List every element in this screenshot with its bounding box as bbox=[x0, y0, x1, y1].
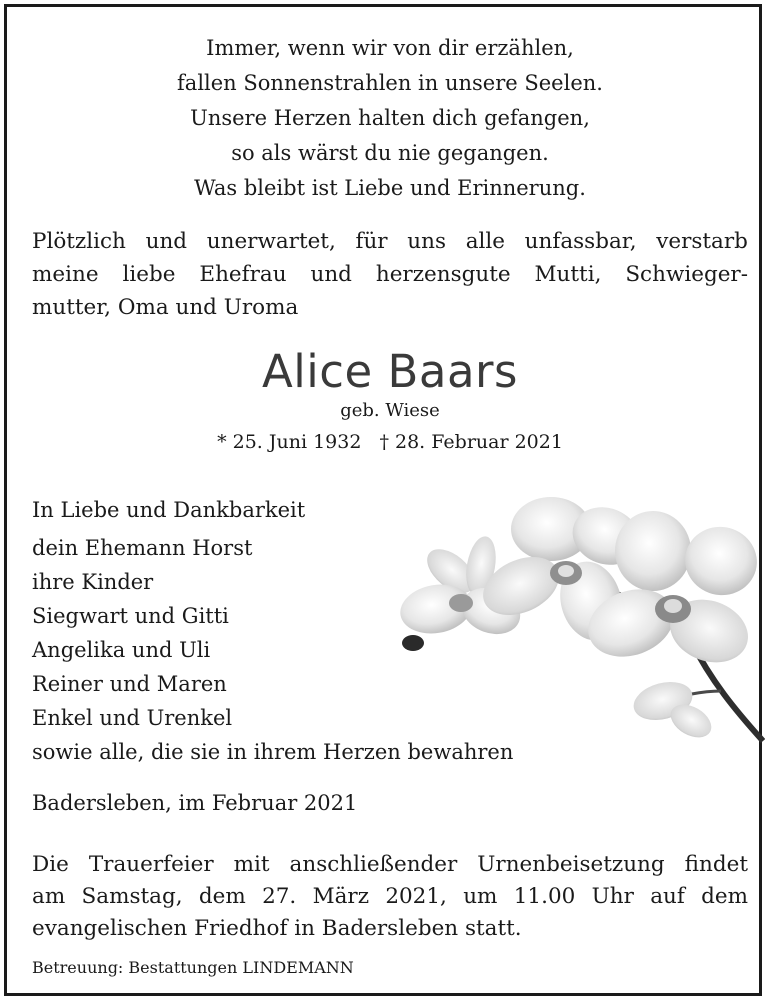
place-date: Badersleben, im Februar 2021 bbox=[32, 791, 358, 815]
word: uns bbox=[407, 229, 446, 254]
intro-line-1 bbox=[32, 225, 748, 258]
poem-line: Was bleibt ist Liebe und Erinnerung. bbox=[194, 176, 586, 200]
word: März bbox=[312, 884, 370, 909]
family-member: Reiner und Maren bbox=[32, 672, 227, 696]
poem-line: Unsere Herzen halten dich gefangen, bbox=[190, 106, 590, 130]
word: 27. bbox=[262, 884, 297, 909]
word: Uhr bbox=[591, 884, 634, 909]
word: Samstag, bbox=[81, 884, 183, 909]
word: und bbox=[145, 229, 188, 254]
word: mit bbox=[233, 852, 270, 877]
word: alle bbox=[465, 229, 505, 254]
intro-line-3: mutter, Oma und Uroma bbox=[32, 295, 299, 320]
word: verstarb bbox=[656, 229, 748, 254]
family-member: Angelika und Uli bbox=[32, 638, 211, 662]
ceremony-line-2 bbox=[32, 881, 748, 913]
word: dem bbox=[198, 884, 246, 909]
notice-frame bbox=[4, 4, 762, 996]
family-member: ihre Kinder bbox=[32, 570, 154, 594]
intro-text bbox=[32, 225, 748, 324]
word: 11.00 bbox=[513, 884, 576, 909]
ceremony-line-1 bbox=[32, 849, 748, 881]
deceased-name: Alice Baars bbox=[262, 345, 518, 398]
family-heading: In Liebe und Dankbarkeit bbox=[32, 498, 306, 522]
poem bbox=[32, 31, 748, 206]
death-date: † 28. Februar 2021 bbox=[379, 431, 563, 453]
word: Plötzlich bbox=[32, 229, 126, 254]
undertaker-credit: Betreuung: Bestattungen LINDEMANN bbox=[32, 958, 354, 977]
word: und bbox=[310, 262, 352, 287]
word: Die bbox=[32, 852, 69, 877]
family-member: Siegwart und Gitti bbox=[32, 604, 229, 628]
word: 2021, bbox=[385, 884, 447, 909]
word: findet bbox=[684, 852, 748, 877]
birth-date: * 25. Juni 1932 bbox=[217, 431, 362, 453]
word: unerwartet, bbox=[206, 229, 336, 254]
poem-line: Immer, wenn wir von dir erzählen, bbox=[206, 36, 574, 60]
word: Ehefrau bbox=[199, 262, 287, 287]
intro-line-2 bbox=[32, 258, 748, 291]
word: am bbox=[32, 884, 66, 909]
word: um bbox=[463, 884, 498, 909]
word: dem bbox=[701, 884, 748, 909]
family-member: dein Ehemann Horst bbox=[32, 536, 253, 560]
word: Schwieger- bbox=[625, 262, 748, 287]
family-member: Enkel und Urenkel bbox=[32, 706, 233, 730]
word: liebe bbox=[122, 262, 176, 287]
born-name: geb. Wiese bbox=[340, 400, 440, 421]
orchid-image bbox=[391, 491, 765, 751]
life-dates bbox=[32, 431, 748, 453]
word: für bbox=[355, 229, 388, 254]
word: herzensgute bbox=[375, 262, 511, 287]
ceremony-line-3: evangelischen Friedhof in Badersleben statt. bbox=[32, 916, 522, 941]
word: Trauerfeier bbox=[88, 852, 214, 877]
word: Mutti, bbox=[534, 262, 602, 287]
word: anschließender bbox=[289, 852, 458, 877]
family-member: sowie alle, die sie in ihrem Herzen bewahren bbox=[32, 740, 514, 764]
poem-line: so als wärst du nie gegangen. bbox=[231, 141, 549, 165]
word: auf bbox=[650, 884, 685, 909]
word: Urnenbeisetzung bbox=[477, 852, 665, 877]
word: meine bbox=[32, 262, 99, 287]
word: unfassbar, bbox=[524, 229, 637, 254]
poem-line: fallen Sonnenstrahlen in unsere Seelen. bbox=[177, 71, 603, 95]
ceremony-text bbox=[32, 849, 748, 945]
